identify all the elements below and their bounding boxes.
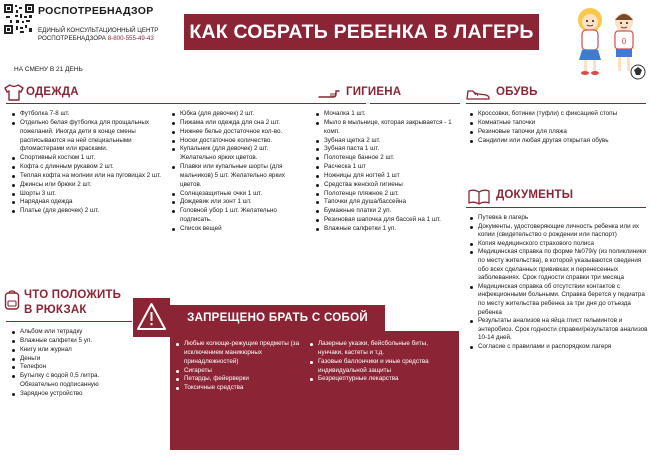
list-item: Шорты 3 шт. (12, 190, 170, 199)
svg-text:0: 0 (621, 37, 627, 46)
list-item: Солнцезащитные очки 1 шт. (172, 190, 304, 199)
brand-subtitle-org: РОСПОТРЕБНАДЗОРА (38, 35, 106, 42)
list-item: Дождевик или зонт 1 шт. (172, 198, 304, 207)
list-item: Влажные салфетки 5 уп. (12, 337, 138, 346)
clothing-heading: ОДЕЖДА (26, 86, 79, 98)
list-item: Деньги (12, 355, 138, 364)
list-item: Бумажные платки 2 уп. (316, 207, 462, 216)
list-item: Платье (для девочек) 2 шт. (12, 207, 170, 216)
documents-list (470, 214, 648, 352)
list-item: Резиновая шапочка для бассей на 1 шт. (316, 216, 462, 225)
backpack-heading-line1: ЧТО ПОЛОЖИТЬ (24, 289, 122, 301)
list-item: Книгу или журнал (12, 346, 138, 355)
list-item: Полотенце банное 2 шт. (316, 154, 462, 163)
list-item: Резиновые тапочки для пляжа (470, 128, 646, 137)
hotline-phone: 8-800-555-49-43 (107, 35, 154, 42)
clothing-list-2 (172, 110, 304, 234)
shift-label: НА СМЕНУ В 21 ДЕНЬ (14, 66, 83, 73)
hygiene-heading: ГИГИЕНА (346, 86, 402, 98)
forbidden-list-1 (176, 340, 306, 393)
list-item: Полотенце пляжное 2 шт. (316, 190, 462, 199)
backpack-list (12, 328, 138, 399)
list-item: Телефон (12, 363, 138, 372)
backpack-heading-line2: В РЮКЗАК (24, 304, 87, 316)
list-item: Теплая кофта на молнии или на пуговицах 2 шт. (12, 172, 170, 181)
page-title: КАК СОБРАТЬ РЕБЕНКА В ЛАГЕРЬ (189, 21, 534, 43)
documents-divider (466, 207, 646, 208)
list-item: Сигареты (176, 367, 306, 376)
shoes-list (470, 110, 646, 145)
list-item: Бутылку с водой 0,5 литра. Обязательно подписанную (12, 372, 138, 390)
shoes-divider (466, 103, 646, 104)
list-item: Зубная паста 1 шт. (316, 145, 462, 154)
list-item: Ножницы для ногтей 1 шт (316, 172, 462, 181)
list-item: Комнатные тапочки (470, 119, 646, 128)
list-item: Пижама или одежда для сна 2 шт. (172, 119, 304, 128)
list-item: Головной убор 1 шт. Желательно подписать. (172, 207, 304, 225)
list-item: Кофта с длинным рукавом 2 шт. (12, 163, 170, 172)
list-item: Документы, удостоверяющие личность ребенка или их копии (свидетельство о рождении или паспорт) (470, 223, 648, 240)
list-item: Медицинская справка по форме №079/у (из поликлиники по месту жительства), в которой указываются сведения обо всех сделанных прививках и перенесенных заболеваниях. Срок годности справки три месяца (470, 248, 648, 282)
clothing-list-1 (12, 110, 170, 216)
clothing-divider (6, 103, 366, 104)
list-item: Нижнее белье достаточное кол-во. (172, 128, 304, 137)
forbidden-list-2 (310, 340, 454, 384)
list-item: Зубная щетка 2 шт. (316, 137, 462, 146)
list-item: Расческа 1 шт (316, 163, 462, 172)
list-item: Мыло в мыльнице, которая закрывается - 1 комп. (316, 119, 462, 137)
list-item: Носки достаточное количество. (172, 137, 304, 146)
list-item: Тапочки для душа/бассейна (316, 198, 462, 207)
shoe-icon (466, 88, 490, 100)
qr-code (4, 4, 34, 34)
list-item: Зарядное устройство (12, 390, 138, 399)
backpack-icon (4, 290, 20, 311)
warning-icon (133, 298, 170, 337)
forbidden-heading: ЗАПРЕЩЕНО БРАТЬ С СОБОЙ (187, 312, 368, 324)
toothbrush-icon (318, 88, 340, 100)
hygiene-list (316, 110, 462, 234)
tshirt-icon (4, 84, 24, 101)
list-item: Альбом или тетрадку (12, 328, 138, 337)
shoes-heading: ОБУВЬ (496, 86, 538, 98)
list-item: Путевка в лагерь (470, 214, 648, 223)
list-item: Согласие с правилами и распорядком лагеря (470, 343, 648, 352)
list-item: Газовые баллончики и иные средства индивидуальной защиты (310, 358, 454, 376)
list-item: Средства женской гигиены (316, 181, 462, 190)
list-item: Любые колюще-режущие предметы (за исключением маникюрных принадлежностей) (176, 340, 306, 367)
list-item: Мочалка 1 шт. (316, 110, 462, 119)
list-item: Безрецептурные лекарства (310, 375, 454, 384)
list-item: Футболка 7-8 шт. (12, 110, 170, 119)
list-item: Отдельно белая футболка для прощальных пожеланий. Иногда дети в конце смены расписываются на ней специальными фломастерами или красками. (12, 119, 170, 154)
list-item: Нарядная одежда (12, 198, 170, 207)
list-item: Копия медицинского страхового полиса (470, 240, 648, 249)
list-item: Список вещей (172, 225, 304, 234)
brand-name: РОСПОТРЕБНАДЗОР (38, 5, 154, 17)
list-item: Джинсы или брюки 2 шт. (12, 181, 170, 190)
documents-heading: ДОКУМЕНТЫ (496, 189, 574, 201)
list-item: Сандилии или любая другая открытая обувь (470, 137, 646, 146)
book-icon (468, 189, 490, 205)
list-item: Юбка (для девочек) 2 шт. (172, 110, 304, 119)
list-item: Токсичные средства (176, 384, 306, 393)
hygiene-divider (370, 103, 460, 104)
brand-subtitle: ЕДИНЫЙ КОНСУЛЬТАЦИОННЫЙ ЦЕНТР (38, 27, 159, 34)
list-item: Медицинская справка об отсутствии контактов с инфекционными больными. Справка берется у педиатра по месту жительства ребенка за три дня до отъезда ребенка (470, 283, 648, 317)
footer-link[interactable]: Подробнее на www.rospotrebnadzor.ru (330, 442, 419, 448)
list-item: Петарды, фейерверки (176, 375, 306, 384)
brand-subtitle-phone (38, 35, 154, 42)
list-item: Купальник (для девочек) 2 шт. Желательно ярких цветов. (172, 145, 304, 163)
list-item: Лазерные указки, бейсбольные биты, нунчаки, кастеты и т.д. (310, 340, 454, 358)
list-item: Плавки или купальные шорты (для мальчиков) 5 шт. Желательно ярких цветов. (172, 163, 304, 190)
kids-illustration (560, 2, 648, 82)
list-item: Влажные салфетки 1 уп. (316, 225, 462, 234)
backpack-divider (6, 321, 132, 322)
list-item: Кроссовки, ботинки (туфли) с фиксацией стопы (470, 110, 646, 119)
list-item: Результаты анализов на яйца глист гельминтов и энтеробиоз. Срок годности справки/результатов анализов 10-14 дней. (470, 317, 648, 343)
list-item: Спортивный костюм 1 шт. (12, 154, 170, 163)
